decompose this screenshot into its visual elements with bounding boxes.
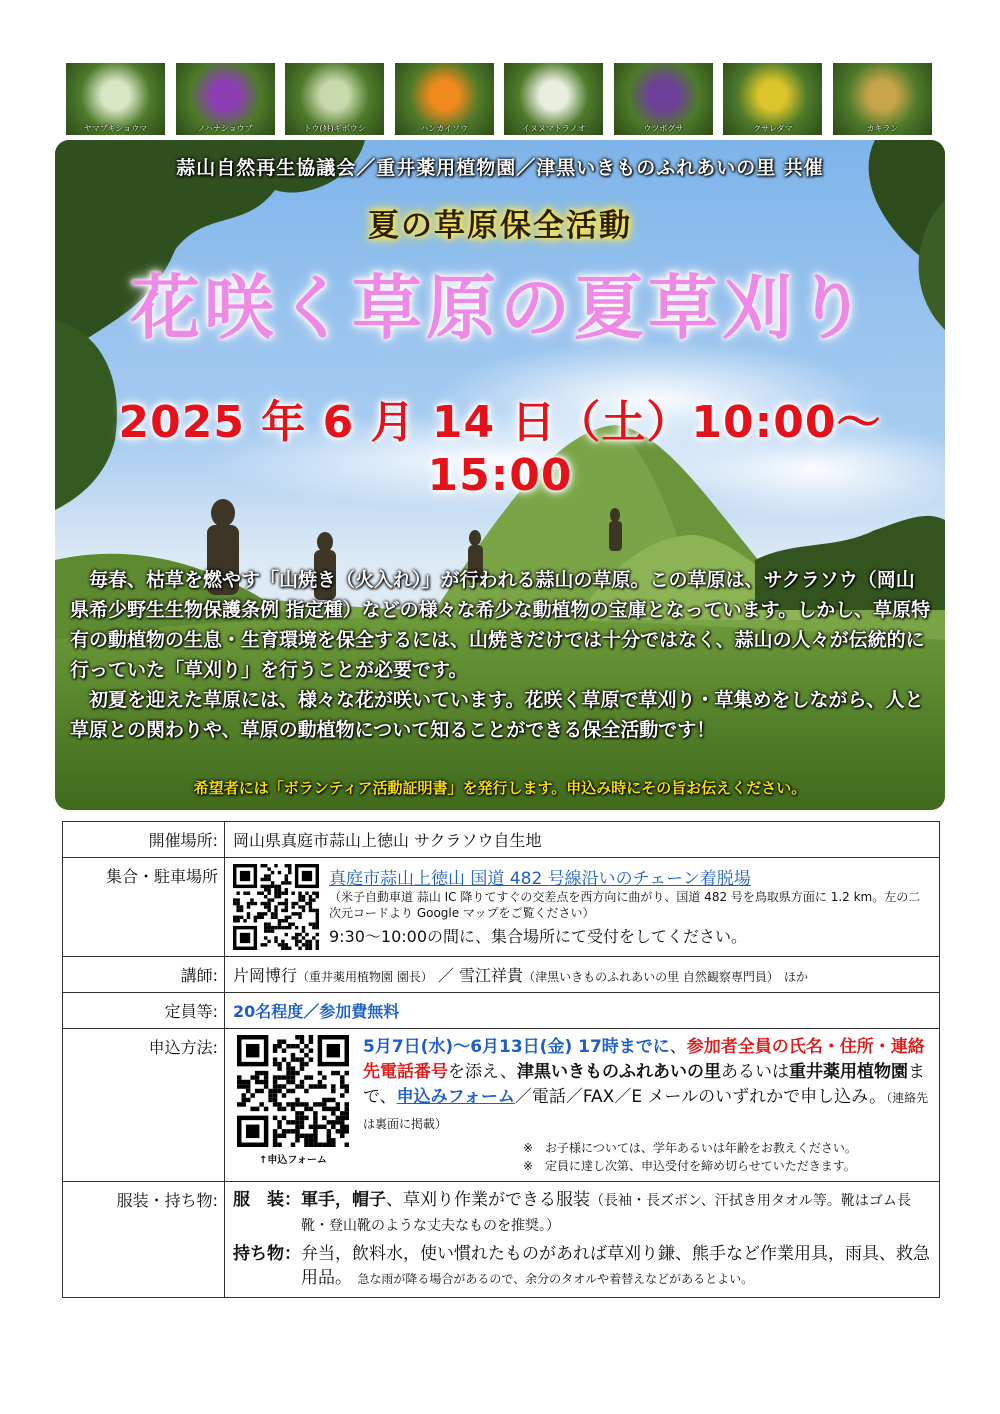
flower-photo bbox=[285, 63, 384, 135]
apply-text: あるいは bbox=[721, 1062, 790, 1082]
apply-note: ※ お子様については、学年あるいは年齢をお教えください。 bbox=[523, 1141, 857, 1155]
capacity-row bbox=[63, 993, 940, 1029]
separator: ／ bbox=[437, 966, 454, 985]
meeting-label: 集合・駐車場所 bbox=[63, 858, 225, 957]
flower-caption: クサレダマ bbox=[753, 124, 793, 133]
flower-photo bbox=[614, 63, 713, 135]
intro-paragraph: 初夏を迎えた草原には、様々な花が咲いています。花咲く草原で草刈り・草集めをしながら、人と草原との関わりや、草原の動植物について知ることができる保全活動です！ bbox=[70, 689, 924, 741]
items-text: 弁当，飲料水，使い慣れたものがあれば草刈り鎌、熊手など作業用具，雨具、救急用品。 bbox=[301, 1244, 930, 1288]
apply-text: 、 bbox=[669, 1037, 687, 1057]
meeting-cell bbox=[225, 858, 940, 957]
lecturer-label: 講師: bbox=[63, 957, 225, 993]
apply-required-info: 参加者全員の氏名・住所・連絡先電話番号 bbox=[363, 1037, 925, 1082]
lecturer-cell bbox=[225, 957, 940, 993]
apply-org-tsuguro: 津黒いきものふれあいの里 bbox=[517, 1062, 722, 1082]
flower-photo bbox=[395, 63, 494, 135]
flower-caption: カキラン bbox=[866, 124, 899, 133]
apply-row bbox=[63, 1029, 940, 1182]
lecturer-name: 雪江祥貴 bbox=[459, 966, 524, 985]
flower-caption: ヤマブキショウマ bbox=[83, 124, 148, 133]
apply-form-link[interactable]: 申込みフォーム bbox=[396, 1087, 515, 1107]
flower-caption: ウツボグサ bbox=[643, 124, 684, 133]
clothes-key: 服 装： bbox=[233, 1190, 301, 1210]
apply-text: を添え、 bbox=[448, 1062, 518, 1082]
flower-photo bbox=[66, 63, 165, 135]
apply-contact-note: （連絡先は裏面に掲載） bbox=[363, 1091, 929, 1131]
apply-cell bbox=[225, 1029, 940, 1182]
items-note: 急な雨が降る場合があるので、余分のタオルや着替えなどがあるとよい。 bbox=[357, 1272, 754, 1286]
apply-text: まで、 bbox=[363, 1062, 926, 1107]
flower-photo bbox=[504, 63, 603, 135]
clothes-text: 、草刈り作業ができる服装 bbox=[386, 1190, 590, 1210]
wear-cell bbox=[225, 1182, 940, 1298]
event-subtitle: 夏の草原保全活動 bbox=[368, 208, 632, 244]
capacity-value: 20名程度／参加費無料 bbox=[225, 993, 940, 1029]
flower-photo bbox=[833, 63, 932, 135]
capacity-label: 定員等: bbox=[63, 993, 225, 1029]
intro-paragraph: 毎春、枯草を燃やす「山焼き（火入れ）」が行われる蒜山の草原。この草原は、サクラソウ（岡山県希少野生生物保護条例 指定種）などの様々な希少な動植物の宝庫となっています。しかし、草原特有の動植物の生息・生育環境を保全するには、山焼きだけでは十分ではなく、蒜山の人々が伝統的に行っていた「草刈り」を行うことが必要です。 bbox=[70, 569, 931, 681]
flower-caption: トウ(ﾀｷ)ギボウシ bbox=[303, 124, 366, 133]
certificate-notice: 希望者には「ボランティア活動証明書」を発行します。申込み時にその旨お伝えください。 bbox=[193, 779, 807, 797]
lecturer-etc: ほか bbox=[783, 970, 808, 984]
venue-label: 開催場所: bbox=[63, 822, 225, 858]
event-datetime: 2025 年 6 月 14 日（土）10:00～15:00 bbox=[118, 397, 882, 501]
apply-period: 5月7日(水)～6月13日(金) 17時までに bbox=[363, 1037, 670, 1057]
venue-value: 岡山県真庭市蒜山上徳山 サクラソウ自生地 bbox=[225, 822, 940, 858]
flower-photo bbox=[176, 63, 275, 135]
wear-row bbox=[63, 1182, 940, 1298]
apply-form-qr-code[interactable] bbox=[237, 1035, 349, 1147]
lecturer-name: 片岡博行 bbox=[233, 966, 298, 985]
flower-caption: イヌヌマトラノオ bbox=[521, 124, 586, 133]
map-link[interactable]: 真庭市蒜山上徳山 国道 482 号線沿いのチェーン着脱場 bbox=[329, 869, 751, 889]
flower-caption: ハンカイソウ bbox=[420, 124, 469, 133]
lecturer-title: （重井薬用植物園 園長） bbox=[297, 970, 433, 984]
items-key: 持ち物： bbox=[233, 1244, 301, 1264]
lecturer-row bbox=[63, 957, 940, 993]
event-title: 花咲く草原の夏草刈り bbox=[130, 267, 870, 349]
clothes-essentials: 軍手，帽子 bbox=[301, 1190, 386, 1210]
plant-photo-strip bbox=[66, 63, 932, 135]
flower-caption: ノハナショウブ bbox=[197, 124, 253, 133]
meeting-time: 9:30～10:00の間に、集合場所にて受付をしてください。 bbox=[329, 927, 748, 946]
venue-row bbox=[63, 822, 940, 858]
event-info-table bbox=[62, 821, 940, 1298]
apply-label: 申込方法: bbox=[63, 1029, 225, 1182]
qr-caption: ↑申込フォーム bbox=[259, 1155, 327, 1166]
intro-text bbox=[70, 565, 932, 745]
apply-org-shigei: 重井薬用植物園 bbox=[789, 1062, 909, 1082]
meeting-row bbox=[63, 858, 940, 957]
map-qr-code[interactable] bbox=[233, 864, 319, 950]
organizers: 蒜山自然再生協議会／重井薬用植物園／津黒いきものふれあいの里 共催 bbox=[176, 157, 824, 179]
apply-note: ※ 定員に達し次第、申込受付を締め切らせていただきます。 bbox=[523, 1159, 856, 1173]
apply-text: ／電話／FAX／E メールのいずれかで申し込み。 bbox=[514, 1087, 887, 1107]
lecturer-title: （津黒いきものふれあいの里 自然観察専門員） bbox=[523, 970, 779, 984]
clothes-note: （長袖・長ズボン、汗拭き用タオル等。靴はゴム長靴・登山靴のような丈夫なものを推奨。） bbox=[301, 1193, 911, 1234]
wear-label: 服装・持ち物: bbox=[63, 1182, 225, 1298]
flower-photo bbox=[723, 63, 822, 135]
meeting-directions: （米子自動車道 蒜山 IC 降りてすぐの交差点を西方向に曲がり、国道 482 号を鳥取県方面に 1.2 km。左の二次元コードより Google マップをご覧ください） bbox=[329, 890, 921, 920]
